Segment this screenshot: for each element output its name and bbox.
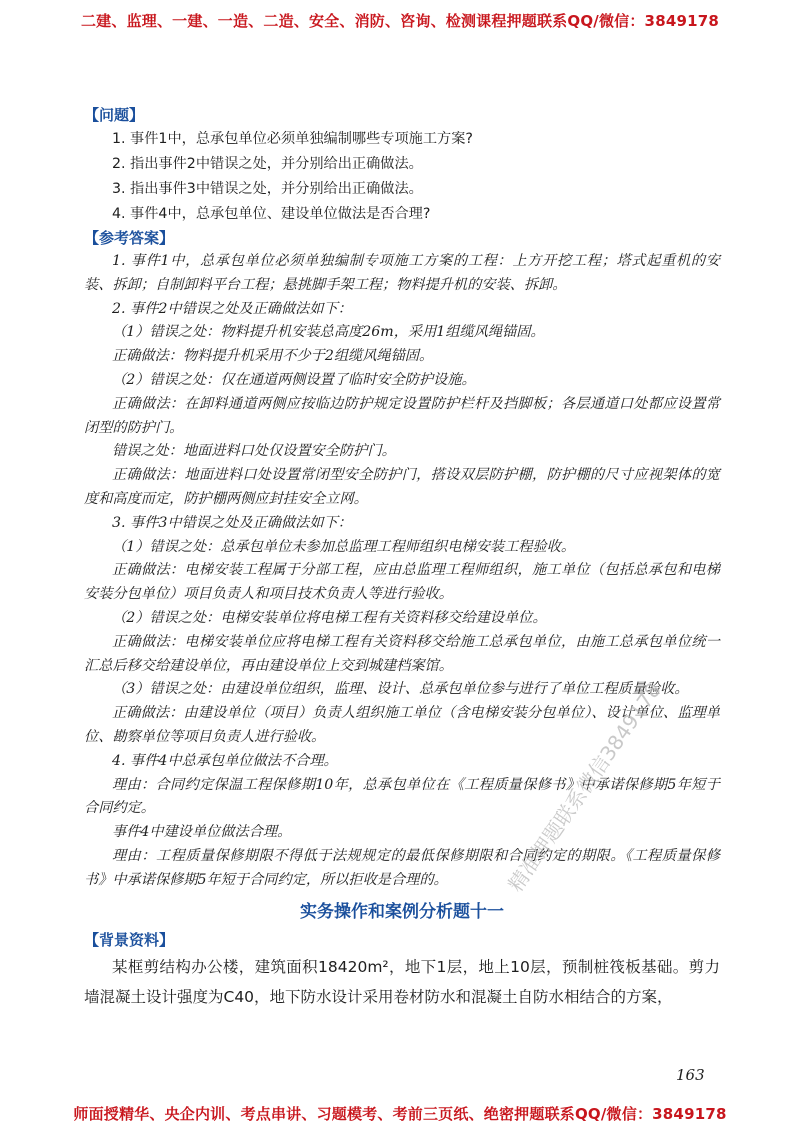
questions-heading: 【问题】 xyxy=(84,106,145,124)
section-title: 实务操作和案例分析题十一 xyxy=(300,901,504,922)
answer-paragraph: 理由：工程质量保修期限不得低于法规规定的最低保修期限和合同约定的期限。《工程质量保修书》中承诺保修期5年短于合同约定，所以拒收是合理的。 xyxy=(84,847,720,888)
background-paragraph: 某框剪结构办公楼，建筑面积18420m²，地下1层，地上10层，预制桩筏板基础。剪力墙混凝土设计强度为C40，地下防水设计采用卷材防水和混凝土自防水相结合的方案， xyxy=(84,957,720,1006)
answer-paragraph: （1）错误之处：物料提升机安装总高度26m，采用1组缆风绳锚固。 xyxy=(112,324,545,341)
answer-paragraph: 1. 事件1中，总承包单位必须单独编制专项施工方案的工程：上方开挖工程；塔式起重机的安装、拆卸；自制卸料平台工程；悬挑脚手架工程；物料提升机的安装、拆卸。 xyxy=(84,253,720,293)
answer-paragraph: （1）错误之处：总承包单位未参加总监理工程师组织电梯安装工程验收。 xyxy=(112,538,576,555)
answer-paragraph: 理由：合同约定保温工程保修期10年，总承包单位在《工程质量保修书》中承诺保修期5年短于合同约定。 xyxy=(84,776,720,817)
answer-paragraph: 正确做法：电梯安装工程属于分部工程，应由总监理工程师组织，施工单位（包括总承包和电梯安装分包单位）项目负责人和项目技术负责人等进行验收。 xyxy=(84,562,720,603)
question-item: 1. 事件1中，总承包单位必须单独编制哪些专项施工方案? xyxy=(112,131,473,147)
top-banner: 二建、监理、一建、一造、二造、安全、消防、咨询、检测课程押题联系QQ/微信：3849178 xyxy=(80,12,720,30)
page-content xyxy=(84,104,720,1012)
answer-paragraph: 正确做法：在卸料通道两侧应按临边防护规定设置防护栏杆及挡脚板；各层通道口处都应设置常闭型的防护门。 xyxy=(84,395,720,436)
answer-paragraph: 正确做法：地面进料口处设置常闭型安全防护门，搭设双层防护棚，防护棚的尺寸应视架体的宽度和高度而定，防护棚两侧应封挂安全立网。 xyxy=(84,467,720,507)
answers-heading: 【参考答案】 xyxy=(84,229,175,247)
answer-paragraph: 正确做法：电梯安装单位应将电梯工程有关资料移交给施工总承包单位，由施工总承包单位统一汇总后移交给建设单位，再由建设单位上交到城建档案馆。 xyxy=(84,633,720,674)
answer-paragraph: （2）错误之处：仅在通道两侧设置了临时安全防护设施。 xyxy=(112,371,476,388)
answer-paragraph: 正确做法：由建设单位（项目）负责人组织施工单位（含电梯安装分包单位）、设计单位、监理单位、勘察单位等项目负责人进行验收。 xyxy=(84,705,720,745)
watermark: 精准押题联系微信3849178 xyxy=(503,678,666,897)
answer-paragraph: 2. 事件2中错误之处及正确做法如下： xyxy=(112,300,352,317)
question-item: 2. 指出事件2中错误之处，并分别给出正确做法。 xyxy=(112,156,423,172)
answer-paragraph: 4. 事件4中总承包单位做法不合理。 xyxy=(112,752,338,769)
answer-paragraph: 正确做法：物料提升机采用不少于2组缆风绳锚固。 xyxy=(112,348,434,365)
background-heading: 【背景资料】 xyxy=(84,930,175,949)
answer-paragraph: 3. 事件3中错误之处及正确做法如下： xyxy=(112,514,352,531)
page-number: 163 xyxy=(676,1066,705,1084)
answer-paragraph: 事件4中建设单位做法合理。 xyxy=(112,824,292,841)
bottom-banner: 师面授精华、央企内训、考点串讲、习题模考、考前三页纸、绝密押题联系QQ/微信：3849178 xyxy=(73,1105,727,1123)
answer-paragraph: （3）错误之处：由建设单位组织，监理、设计、总承包单位参与进行了单位工程质量验收。 xyxy=(112,681,689,698)
question-item: 3. 指出事件3中错误之处，并分别给出正确做法。 xyxy=(112,181,423,197)
answer-paragraph: （2）错误之处：电梯安装单位将电梯工程有关资料移交给建设单位。 xyxy=(112,609,547,626)
question-item: 4. 事件4中，总承包单位、建设单位做法是否合理? xyxy=(112,206,431,222)
answer-paragraph: 错误之处：地面进料口处仅设置安全防护门。 xyxy=(112,443,396,460)
